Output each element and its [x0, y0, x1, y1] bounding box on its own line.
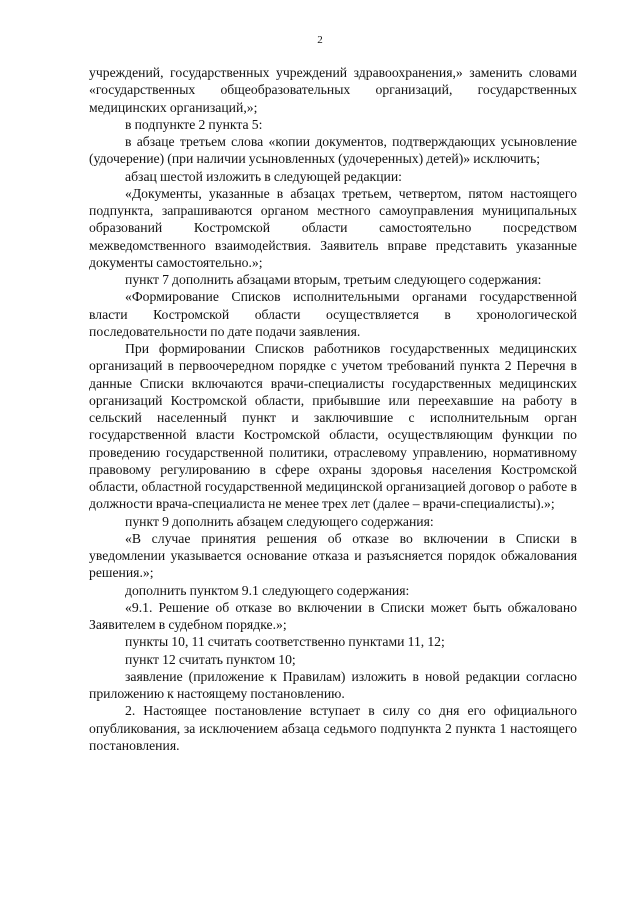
paragraph-1: учреждений, государственных учреждений здравоохранения,» заменить словами «государственных общеобразовательных организаций, государственных медицинских организаций,»; [89, 65, 577, 115]
paragraph-9: пункт 9 дополнить абзацем следующего содержания: [125, 513, 434, 529]
paragraph-7: «Формирование Списков исполнительными органами государственной власти Костромской области осуществляется в хронологической последовательности по дате подачи заявления. [89, 289, 577, 339]
paragraph-3: в абзаце третьем слова «копии документов, подтверждающих усыновление (удочерение) (при наличии усыновленных (удочеренных) детей)» исключить; [89, 134, 577, 167]
paragraph-11: дополнить пунктом 9.1 следующего содержания: [125, 582, 410, 598]
paragraph-10: «В случае принятия решения об отказе во включении в Списки в уведомлении указывается основание отказа и разъясняется порядок обжалования решения.»; [89, 530, 577, 581]
paragraph-14: пункт 12 считать пунктом 10; [125, 651, 296, 667]
paragraph-16: 2. Настоящее постановление вступает в силу со дня его официального опубликования, за исключением абзаца седьмого подпункта 2 пункта 1 настоящего постановления. [89, 703, 577, 753]
paragraph-2: в подпункте 2 пункта 5: [125, 116, 263, 132]
paragraph-4: абзац шестой изложить в следующей редакции: [125, 168, 402, 184]
document-body [89, 64, 577, 754]
paragraph-13: пункты 10, 11 считать соответственно пунктами 11, 12; [125, 634, 445, 650]
page-number: 2 [317, 34, 323, 46]
paragraph-15: заявление (приложение к Правилам) изложить в новой редакции согласно приложению к настоящему постановлению. [89, 668, 577, 701]
paragraph-6: пункт 7 дополнить абзацами вторым, третьим следующего содержания: [125, 272, 542, 287]
paragraph-5: «Документы, указанные в абзацах третьем, четвертом, пятом настоящего подпункта, запрашиваются органом местного самоуправления муниципальных образований Костромской области самостоятельно посредством межведомственного взаимодействия. Заявитель вправе представить указанные документы самостоятельно.»; [89, 185, 577, 270]
paragraph-8: При формировании Списков работников государственных медицинских организаций в первоочередном порядке с учетом требований пункта 2 Перечня в данные Списки включаются врачи-специалисты государственных медицинских организаций Костромской области, прибывшие или переехавшие на работу в сельский населенный пункт и заключившие с исполнительным орган государственной власти Костромской области, осуществляющим функции по проведению государственной политики, отраслевому управлению, нормативному правовому регулированию в сфере охраны здоровья населения Костромской области, областной государственной медицинской организацией договор о работе в должности врача-специалиста не менее трех лет (далее – врачи-специалисты).»; [89, 341, 577, 512]
paragraph-12: «9.1. Решение об отказе во включении в Списки может быть обжаловано Заявителем в судебном порядке.»; [89, 599, 577, 632]
